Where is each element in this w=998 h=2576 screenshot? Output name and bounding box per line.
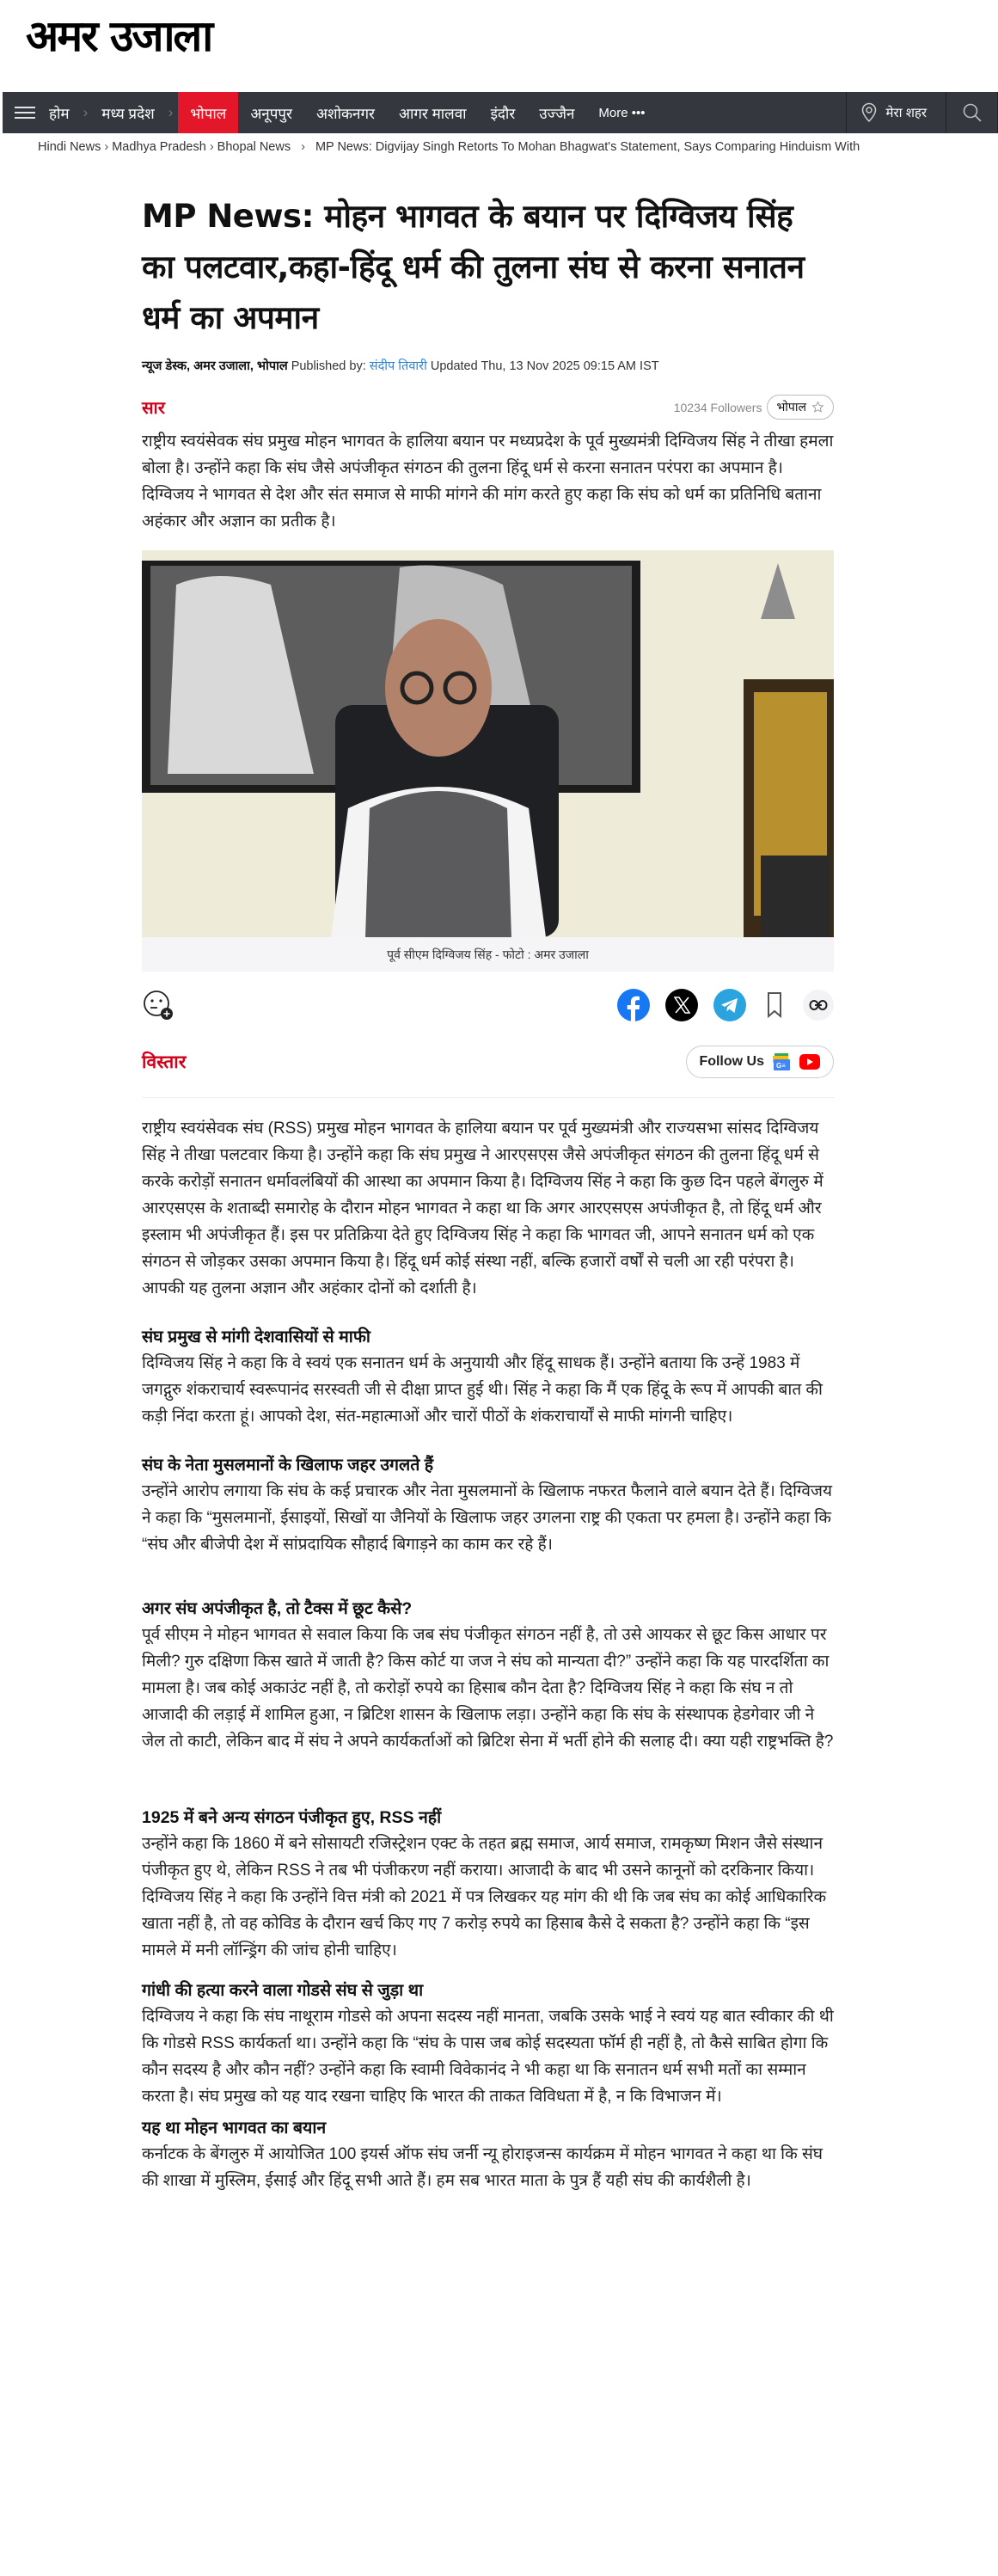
star-icon: [811, 401, 824, 414]
article-title: MP News: मोहन भागवत के बयान पर दिग्विजय सिंह का पलटवार,कहा-हिंदू धर्म की तुलना संघ से करना सनातन धर्म का अपमान: [142, 198, 805, 336]
summary-label: सार: [142, 399, 165, 418]
nav-item-indore[interactable]: इंदौर: [490, 105, 516, 122]
google-news-icon: [771, 1052, 792, 1072]
section-heading: संघ के नेता मुसलमानों के खिलाफ जहर उगलते हैं: [142, 1456, 434, 1475]
breadcrumb-madhya-pradesh[interactable]: Madhya Pradesh: [112, 140, 206, 154]
link-icon: [809, 999, 828, 1011]
section-heading: संघ प्रमुख से मांगी देशवासियों से माफी: [142, 1328, 370, 1346]
article-figure: [142, 550, 834, 972]
bookmark-button[interactable]: [762, 991, 787, 1020]
telegram-share-button[interactable]: [713, 989, 746, 1021]
emoji-reaction-icon: [142, 989, 174, 1021]
body-paragraph: उन्होंने कहा कि 1860 में बने सोसायटी रजिस्ट्रेशन एक्ट के तहत ब्रह्म समाज, आर्य समाज, रामकृष्ण मिशन जैसे संस्थान पंजीकृत हुए थे, लेकिन RSS ने तब भी पंजीकरण नहीं कराया। आजादी के बाद भी उसने कानूनों को दरकिनार किया। दिग्विजय सिंह ने कहा कि उन्होंने वित्त मंत्री को 2021 में पत्र लिखकर यह मांग की थी कि जब संघ का कोई आधिकारिक खाता नहीं है, तो वह कोविड के दौरान खर्च किए गए 7 करोड़ रुपये का हिसाब कैसे दे सकता है? उन्होंने कहा कि “इस मामले में मनी लॉन्ड्रिंग की जांच होनी चाहिए।: [142, 1835, 827, 1960]
search-button[interactable]: [946, 92, 998, 133]
hamburger-icon: [15, 107, 35, 119]
breadcrumb-hindi-news[interactable]: Hindi News: [38, 140, 101, 154]
site-logo[interactable]: अमर उजाला: [26, 11, 212, 61]
author-link[interactable]: संदीप तिवारी: [369, 359, 427, 373]
article-photo[interactable]: [142, 550, 834, 937]
body-paragraph: उन्होंने आरोप लगाया कि संघ के कई प्रचारक और नेता मुसलमानों के खिलाफ नफरत फैलाने वाले बयान देते हैं। दिग्विजय ने कहा कि “मुसलमानों, ईसाइयों, सिखों या जैनियों के खिलाफ जहर उगलना राष्ट्र की एकता पर हमला है। उन्होंने कहा कि “संघ और बीजेपी देश में सांप्रदायिक सौहार्द बिगाड़ने का काम कर रहे हैं।: [142, 1482, 833, 1554]
nav-item-madhya-pradesh[interactable]: मध्य प्रदेश: [101, 105, 155, 122]
svg-text:G≡: G≡: [776, 1062, 786, 1070]
article-body: [142, 1097, 834, 2194]
body-paragraph: दिग्विजय सिंह ने कहा कि वे स्वयं एक सनातन धर्म के अनुयायी और हिंदू साधक हैं। उन्होंने बताया कि उन्हें 1983 में जगद्गुरु शंकराचार्य स्वरूपानंद सरस्वती जी से दीक्षा प्राप्त हुई थी। सिंह ने कहा कि मैं एक हिंदू के रूप में आपकी बात की कड़ी निंदा करता हूं। आपको देश, संत-महात्माओं और चारों पीठों के शंकराचार्यों से माफी मांगनी चाहिए।: [142, 1354, 823, 1426]
summary-text: राष्ट्रीय स्वयंसेवक संघ प्रमुख मोहन भागवत के हालिया बयान पर मध्यप्रदेश के पूर्व मुख्यमंत्री दिग्विजय सिंह ने तीखा हमला बोला है। उन्होंने कहा कि संघ जैसे अपंजीकृत संगठन की तुलना हिंदू धर्म से करना सनातन परंपरा का अपमान है। दिग्विजय ने भागवत से देश और संत समाज से माफी मांगने की मांग करते हुए कहा कि संघ को धर्म का प्रतिनिधि बताना अहंकार और अज्ञान का प्रतीक है।: [142, 432, 834, 531]
youtube-icon: [799, 1052, 821, 1071]
body-paragraph: कर्नाटक के बेंगलुरु में आयोजित 100 इयर्स ऑफ संघ जर्नी न्यू होराइजन्स कार्यक्रम में मोहन भागवत ने कहा था कि संघ की शाखा में मुस्लिम, ईसाई और हिंदू सभी आते हैं। हम सब भारत माता के पुत्र हैं यही संघ की कार्यशैली है।: [142, 2145, 824, 2190]
followers-count: 10234 Followers: [673, 400, 762, 414]
x-icon: [665, 989, 698, 1021]
x-share-button[interactable]: [665, 989, 698, 1021]
nav-item-anuppur[interactable]: अनूपपुर: [250, 105, 293, 122]
nav-item-bhopal[interactable]: भोपाल: [178, 92, 238, 133]
city-follow: [674, 395, 834, 420]
image-caption: पूर्व सीएम दिग्विजय सिंह - फोटो : अमर उजाला: [142, 937, 834, 972]
article: [142, 191, 834, 2194]
city-pill-label: भोपाल: [776, 400, 806, 414]
header: [0, 0, 998, 91]
published-by-label: Published by:: [291, 359, 366, 373]
body-paragraph: राष्ट्रीय स्वयंसेवक संघ (RSS) प्रमुख मोहन भागवत के हालिया बयान पर पूर्व मुख्यमंत्री और राज्यसभा सांसद दिग्विजय सिंह ने तीखा पलटवार किया है। उन्होंने कहा कि संघ प्रमुख ने आरएसएस जैसे अपंजीकृत संगठन की तुलना हिंदू धर्म से करके करोड़ों सनातन धर्मावलंबियों की आस्था का अपमान किया है। दिग्विजय सिंह ने कहा कि कुछ दिन पहले बेंगलुरु में आरएसएस के शताब्दी समारोह के दौरान मोहन भागवत ने कहा था कि अगर आरएसएस अपंजीकृत है, तो हिंदू धर्म और इस्लाम भी अपंजीकृत हैं। इस पर प्रतिक्रिया देते हुए दिग्विजय सिंह ने कहा कि भागवत जी, आपने सनातन धर्म को एक संगठन से जोड़कर उसका अपमान किया है। हिंदू धर्म कोई संस्था नहीं, बल्कि हजारों वर्षों से चली आ रही परंपरा है। आपकी यह तुलना अज्ञान और अहंकार दोनों को दर्शाती है।: [142, 1119, 824, 1297]
nav-item-agar-malwa[interactable]: आगर मालवा: [398, 105, 467, 122]
facebook-share-button[interactable]: [617, 989, 650, 1021]
chevron-right-icon: ›: [168, 104, 174, 120]
bookmark-icon: [762, 991, 787, 1020]
breadcrumb-bhopal-news[interactable]: Bhopal News: [217, 140, 291, 154]
menu-button[interactable]: [3, 92, 37, 133]
nav-item-home[interactable]: होम: [49, 105, 70, 122]
follow-city-button[interactable]: [767, 395, 834, 420]
detail-header: [142, 1046, 834, 1078]
telegram-icon: [713, 989, 746, 1021]
breadcrumb-current: MP News: Digvijay Singh Retorts To Mohan Bhagwat's Statement, Says Comparing Hinduism With: [315, 140, 860, 154]
section-heading: अगर संघ अपंजीकृत है, तो टैक्स में छूट कैसे?: [142, 1599, 413, 1618]
section-heading: गांधी की हत्या करने वाला गोडसे संघ से जुड़ा था: [142, 1981, 424, 2000]
location-pin-icon: [860, 102, 878, 123]
main-nav: [3, 92, 998, 133]
share-row: [142, 984, 834, 1027]
chevron-right-icon: ›: [83, 104, 89, 120]
section-heading: यह था मोहन भागवत का बयान: [142, 2119, 327, 2137]
facebook-icon: [617, 989, 650, 1021]
photo-placeholder: [142, 550, 834, 937]
nav-item-ujjain[interactable]: उज्जैन: [539, 105, 575, 122]
follow-us-label: Follow Us: [699, 1054, 764, 1069]
news-desk: न्यूज डेस्क, अमर उजाला, भोपाल: [142, 359, 288, 373]
body-paragraph: दिग्विजय ने कहा कि संघ नाथूराम गोडसे को अपना सदस्य नहीं मानता, जबकि उसके भाई ने स्वयं यह बात स्वीकार की थी कि गोडसे RSS कार्यकर्ता था। उन्होंने कहा कि “संघ के पास जब कोई सदस्यता फॉर्म ही नहीं है, तो कैसे साबित होगा कि कौन सदस्य है और कौन नहीं? उन्होंने कहा कि स्वामी विवेकानंद ने भी कहा था कि सनातन धर्म सभी मतों का सम्मान करता है। संघ प्रमुख को यह याद रखना चाहिए कि भारत की ताकत विविधता में है, न कि विभाजन में।: [142, 2008, 834, 2106]
copy-link-button[interactable]: [803, 990, 834, 1021]
reaction-button[interactable]: [142, 989, 174, 1021]
my-city-label: मेरा शहर: [885, 106, 927, 120]
nav-item-ashoknagar[interactable]: अशोकनगर: [316, 105, 375, 122]
article-meta: [142, 357, 834, 374]
search-icon: [962, 102, 983, 123]
breadcrumb: Hindi News › Madhya Pradesh › Bhopal News › MP News: Digvijay Singh Retorts To Mohan Bhagwat's Statement, Says Comparing Hinduism With: [38, 140, 860, 154]
body-paragraph: पूर्व सीएम ने मोहन भागवत से सवाल किया कि जब संघ पंजीकृत संगठन नहीं है, तो उसे आयकर से छूट किस आधार पर मिली? गुरु दक्षिणा किस खाते में जाती है? किस कोर्ट या जज ने संघ को मान्यता दी?” उन्होंने कहा कि यह पारदर्शिता का मामला है। जब कोई अकाउंट नहीं है, तो करोड़ों रुपये का हिसाब कौन देता है? दिग्विजय सिंह ने कहा कि संघ न तो आजादी की लड़ाई में शामिल हुआ, न ब्रिटिश शासन के खिलाफ लड़ा। उन्होंने कहा कि संघ के संस्थापक हेडगेवार जी ने जेल तो काटी, लेकिन बाद में संघ ने अपने कार्यकर्ताओं को ब्रिटिश सेना में भर्ती होने की सलाह दी। क्या यही राष्ट्रभक्ति है?: [142, 1626, 834, 1751]
my-city-button[interactable]: [846, 92, 946, 133]
follow-us-button[interactable]: [686, 1046, 834, 1078]
detail-label: विस्तार: [142, 1052, 187, 1072]
share-icons: [617, 989, 834, 1021]
nav-item-more[interactable]: More •••: [598, 105, 646, 120]
section-heading: 1925 में बने अन्य संगठन पंजीकृत हुए, RSS नहीं: [142, 1808, 442, 1827]
updated-time: Updated Thu, 13 Nov 2025 09:15 AM IST: [430, 359, 659, 373]
summary-header: [142, 395, 834, 420]
